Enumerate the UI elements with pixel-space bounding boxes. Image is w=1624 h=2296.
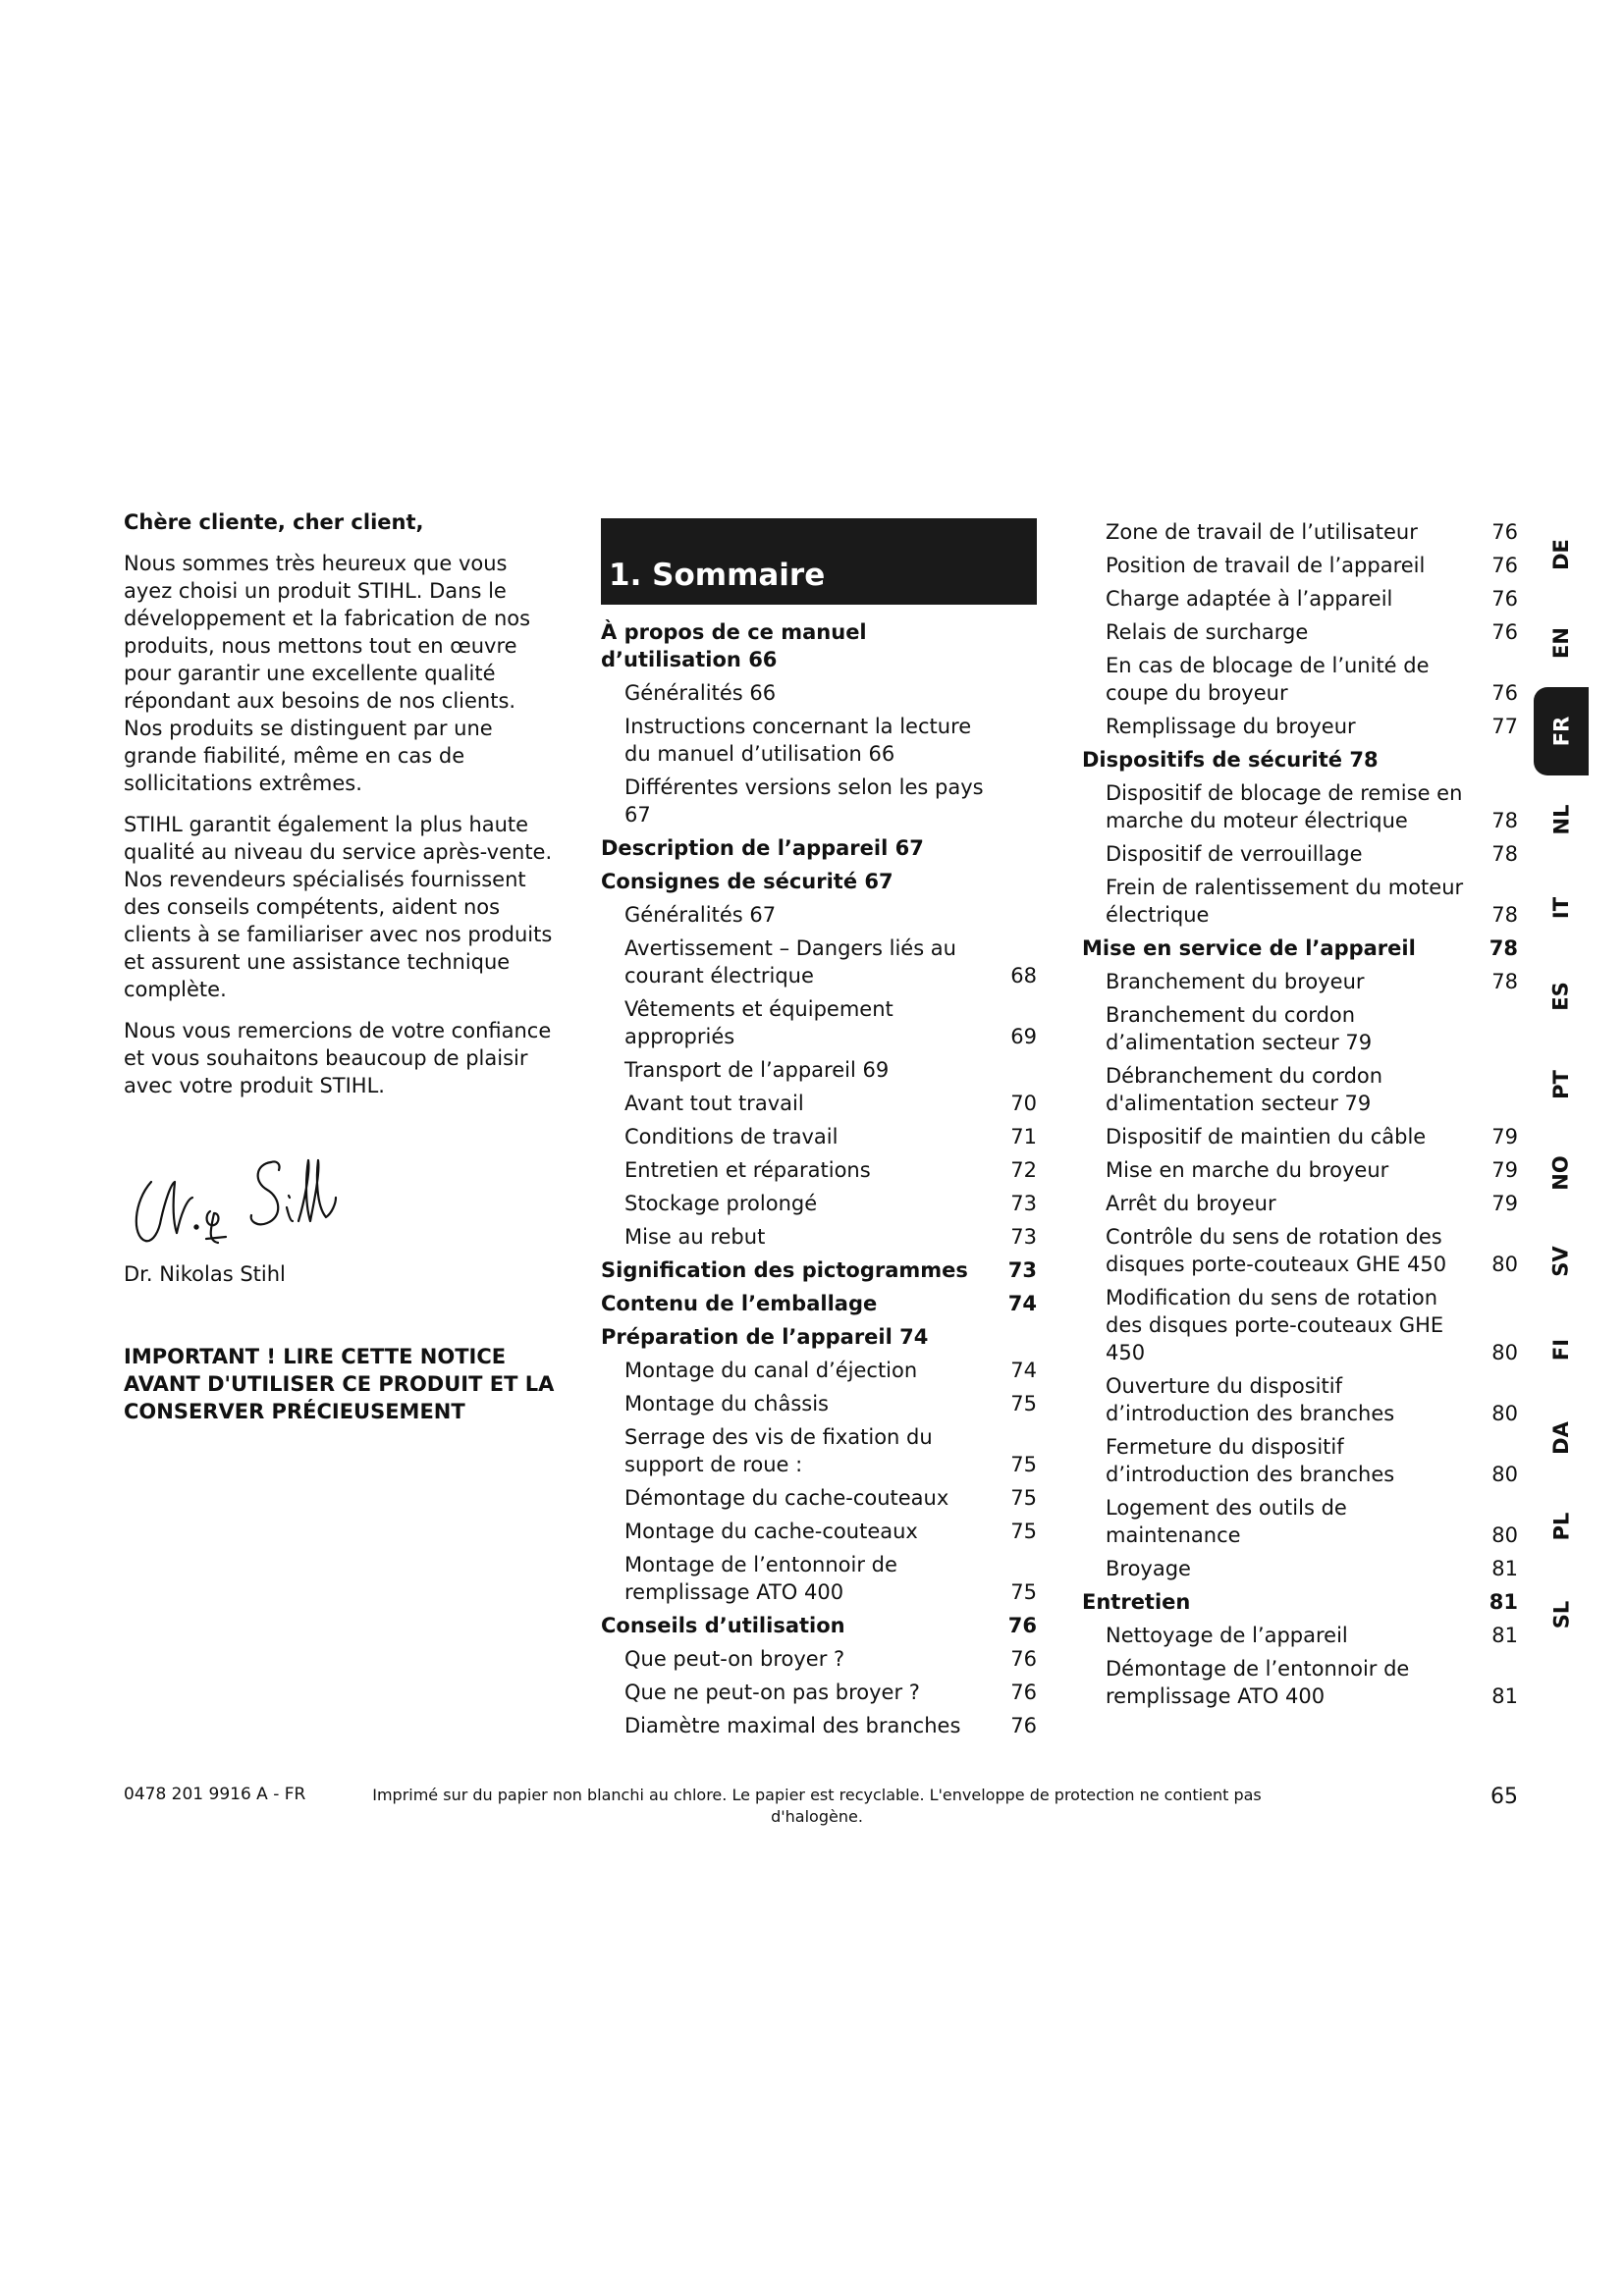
toc-sub-entry [601,1123,1037,1150]
toc-list-1 [601,618,1037,1739]
toc-column-2 [1082,518,1518,1710]
toc-entry-title: Entretien [1082,1590,1191,1614]
toc-entry-title: Mise en service de l’appareil [1082,936,1416,960]
toc-entry-page: 80 [1491,1463,1518,1486]
language-tab-da [1534,1394,1589,1482]
toc-entry-title: Modification du sens de rotation des disques porte-couteaux GHE 450 [1106,1286,1444,1364]
language-tab-label: SL [1548,1600,1573,1629]
toc-entry-title: Position de travail de l’appareil [1106,554,1426,577]
intro-column [124,508,556,1425]
toc-entry-title: Contrôle du sens de rotation des disques porte-couteaux GHE 450 [1106,1225,1447,1276]
toc-entry-title: Instructions concernant la lecture du manuel d’utilisation 66 [624,715,972,766]
toc-sub-entry [601,713,1037,768]
toc-heading-text: 1. Sommaire [609,558,826,593]
toc-entry-page: 76 [1491,520,1518,544]
toc-entry-title: Vêtements et équipement appropriés [624,997,893,1048]
language-tab-label: FR [1548,716,1573,747]
language-tab-label: PL [1549,1512,1573,1541]
toc-entry-page: 75 [1010,1486,1037,1510]
toc-entry-page: 72 [1010,1158,1037,1182]
toc-entry-title: Montage du canal d’éjection [624,1359,918,1382]
toc-entry-title: Fermeture du dispositif d’introduction des branches [1106,1435,1395,1486]
language-tab-label: DE [1549,539,1573,570]
toc-sub-entry [601,1518,1037,1545]
toc-entry-page: 80 [1491,1341,1518,1364]
toc-entry-page: 71 [1010,1125,1037,1148]
greeting: Chère cliente, cher client, [124,510,424,534]
toc-entry-title: Frein de ralentissement du moteur électrique [1106,876,1464,927]
toc-entry-page: 70 [1010,1092,1037,1115]
toc-entry-title: Relais de surcharge [1106,620,1309,644]
important-notice: IMPORTANT ! LIRE CETTE NOTICE AVANT D'UTILISER CE PRODUIT ET LA CONSERVER PRÉCIEUSEMENT [124,1345,555,1423]
toc-sub-entry [1082,1433,1518,1488]
toc-column-1 [601,518,1037,1739]
toc-sub-entry [601,1712,1037,1739]
toc-entry-title: Que ne peut-on pas broyer ? [624,1681,920,1704]
toc-entry-page: 76 [1007,1614,1037,1637]
intro-paragraph: STIHL garantit également la plus haute qualité au niveau du service après-vente. Nos revendeurs spécialisés fournissent des conseils compétents, aident nos clients à se familiariser avec nos produits et assurent une assistance technique complète. [124,813,553,1001]
language-tab-fi [1534,1306,1589,1394]
language-tab-label: PT [1549,1070,1573,1099]
toc-section-entry [1082,1588,1518,1616]
toc-entry-page: 75 [1010,1392,1037,1415]
toc-entry-title: Transport de l’appareil 69 [624,1058,890,1082]
toc-entry-title: Différentes versions selon les pays 67 [624,775,984,827]
toc-entry-title: Dispositif de blocage de remise en marche du moteur électrique [1106,781,1463,832]
toc-section-entry [601,834,1037,862]
toc-section-entry [601,1612,1037,1639]
toc-sub-entry [601,1390,1037,1417]
toc-entry-page: 77 [1491,715,1518,738]
toc-entry-page: 80 [1491,1523,1518,1547]
language-tab-nl [1534,775,1589,864]
toc-sub-entry [1082,1372,1518,1427]
toc-entry-title: Mise au rebut [624,1225,766,1249]
toc-entry-title: Mise en marche du broyeur [1106,1158,1389,1182]
toc-sub-entry [1082,1156,1518,1184]
toc-entry-page: 78 [1491,809,1518,832]
toc-sub-entry [1082,1190,1518,1217]
language-tab-en [1534,599,1589,687]
toc-entry-title: Montage de l’entonnoir de remplissage ATO 400 [624,1553,897,1604]
toc-sub-entry [1082,652,1518,707]
toc-entry-title: Branchement du cordon d’alimentation secteur 79 [1106,1003,1373,1054]
toc-entry-page: 73 [1010,1192,1037,1215]
document-code: 0478 201 9916 A - FR [124,1785,306,1804]
toc-sub-entry [601,934,1037,989]
toc-sub-entry [1082,713,1518,740]
language-tab-de [1534,510,1589,599]
toc-sub-entry [601,901,1037,929]
toc-entry-page: 76 [1010,1647,1037,1671]
toc-entry-page: 78 [1491,970,1518,993]
toc-sub-entry [1082,968,1518,995]
toc-sub-entry [601,679,1037,707]
toc-entry-page: 76 [1010,1714,1037,1737]
toc-entry-page: 78 [1489,936,1518,960]
paper-note: Imprimé sur du papier non blanchi au chlore. Le papier est recyclable. L'enveloppe de protection ne contient pas d'halogène. [372,1786,1262,1826]
toc-sub-entry [1082,1001,1518,1056]
toc-entry-page: 74 [1007,1292,1037,1315]
toc-sub-entry [601,1423,1037,1478]
toc-entry-title: Entretien et réparations [624,1158,871,1182]
toc-sub-entry [601,1551,1037,1606]
toc-entry-title: Montage du châssis [624,1392,830,1415]
toc-entry-page: 74 [1010,1359,1037,1382]
toc-sub-entry [1082,585,1518,613]
toc-section-entry [601,868,1037,895]
toc-entry-title: Démontage de l’entonnoir de remplissage ATO 400 [1106,1657,1410,1708]
toc-entry-title: Dispositifs de sécurité 78 [1082,748,1379,772]
toc-sub-entry [1082,1123,1518,1150]
language-tab-label: NO [1549,1155,1573,1191]
toc-entry-title: Remplissage du broyeur [1106,715,1356,738]
toc-sub-entry [601,1484,1037,1512]
toc-sub-entry [1082,1223,1518,1278]
toc-entry-page: 76 [1491,587,1518,611]
toc-sub-entry [1082,552,1518,579]
toc-entry-page: 75 [1010,1453,1037,1476]
toc-entry-title: Consignes de sécurité 67 [601,870,893,893]
toc-entry-title: Broyage [1106,1557,1191,1580]
toc-entry-title: Contenu de l’emballage [601,1292,878,1315]
toc-entry-page: 80 [1491,1402,1518,1425]
toc-entry-title: Branchement du broyeur [1106,970,1365,993]
toc-entry-page: 76 [1491,620,1518,644]
toc-entry-page: 81 [1489,1590,1518,1614]
toc-entry-page: 79 [1491,1158,1518,1182]
toc-entry-title: Que peut-on broyer ? [624,1647,845,1671]
toc-heading [601,518,1037,605]
toc-entry-title: Logement des outils de maintenance [1106,1496,1347,1547]
toc-sub-entry [601,774,1037,828]
toc-entry-title: Généralités 66 [624,681,777,705]
toc-sub-entry [601,1679,1037,1706]
toc-entry-page: 78 [1491,903,1518,927]
toc-section-entry [601,1256,1037,1284]
toc-sub-entry [1082,779,1518,834]
toc-entry-title: Montage du cache-couteaux [624,1520,918,1543]
toc-entry-title: Charge adaptée à l’appareil [1106,587,1393,611]
handwritten-signature [124,1143,359,1251]
toc-entry-page: 79 [1491,1192,1518,1215]
toc-entry-title: Dispositif de verrouillage [1106,842,1363,866]
language-tab-es [1534,952,1589,1041]
toc-entry-title: Préparation de l’appareil 74 [601,1325,929,1349]
language-tab-no [1534,1129,1589,1217]
language-tab-pl [1534,1482,1589,1571]
toc-entry-page: 69 [1010,1025,1037,1048]
toc-sub-entry [1082,618,1518,646]
language-tabs [1534,510,1589,1659]
toc-sub-entry [1082,1494,1518,1549]
toc-list-2 [1082,518,1518,1710]
toc-entry-title: Généralités 67 [624,903,777,927]
toc-sub-entry [1082,874,1518,929]
toc-sub-entry [1082,1284,1518,1366]
toc-entry-title: Avertissement – Dangers liés au courant électrique [624,936,956,988]
signer-name: Dr. Nikolas Stihl [124,1262,286,1286]
toc-entry-title: À propos de ce manuel d’utilisation 66 [601,620,867,671]
toc-section-entry [1082,934,1518,962]
toc-sub-entry [601,1190,1037,1217]
toc-sub-entry [1082,1655,1518,1710]
toc-sub-entry [601,1156,1037,1184]
toc-sub-entry [601,995,1037,1050]
toc-entry-title: Serrage des vis de fixation du support de roue : [624,1425,933,1476]
language-tab-pt [1534,1041,1589,1129]
toc-sub-entry [601,1357,1037,1384]
toc-entry-page: 78 [1491,842,1518,866]
toc-sub-entry [601,1090,1037,1117]
toc-entry-page: 81 [1491,1684,1518,1708]
toc-entry-page: 75 [1010,1520,1037,1543]
toc-entry-title: En cas de blocage de l’unité de coupe du broyeur [1106,654,1430,705]
toc-entry-title: Nettoyage de l’appareil [1106,1624,1348,1647]
toc-entry-page: 76 [1491,681,1518,705]
toc-entry-title: Arrêt du broyeur [1106,1192,1276,1215]
toc-entry-page: 75 [1010,1580,1037,1604]
toc-section-entry [601,618,1037,673]
toc-entry-page: 73 [1010,1225,1037,1249]
language-tab-label: NL [1549,804,1573,835]
toc-entry-title: Description de l’appareil 67 [601,836,924,860]
toc-sub-entry [1082,1062,1518,1117]
toc-sub-entry [1082,1622,1518,1649]
toc-entry-title: Signification des pictogrammes [601,1258,968,1282]
toc-entry-page: 81 [1491,1624,1518,1647]
toc-entry-title: Dispositif de maintien du câble [1106,1125,1427,1148]
language-tab-label: DA [1549,1421,1573,1455]
language-tab-label: FI [1548,1338,1573,1362]
toc-entry-title: Débranchement du cordon d'alimentation secteur 79 [1106,1064,1383,1115]
toc-entry-title: Démontage du cache-couteaux [624,1486,949,1510]
toc-sub-entry [1082,1555,1518,1582]
language-tab-fr [1534,687,1589,775]
toc-section-entry [1082,746,1518,774]
toc-entry-page: 76 [1010,1681,1037,1704]
language-tab-label: EN [1548,627,1573,659]
toc-entry-page: 81 [1491,1557,1518,1580]
toc-section-entry [601,1290,1037,1317]
intro-paragraph: Nous sommes très heureux que vous ayez choisi un produit STIHL. Dans le développement et la fabrication de nos produits, nous mettons tout en œuvre pour garantir une excellente qualité répondant aux besoins de nos clients. Nos produits se distinguent par une grande fiabilité, même en cas de sollicitations extrêmes. [124,552,531,795]
toc-entry-title: Conseils d’utilisation [601,1614,845,1637]
language-tab-label: IT [1548,896,1573,920]
toc-sub-entry [601,1056,1037,1084]
toc-entry-title: Conditions de travail [624,1125,839,1148]
language-tab-label: ES [1548,982,1573,1011]
toc-sub-entry [1082,518,1518,546]
language-tab-it [1534,864,1589,952]
language-tab-label: SV [1548,1246,1573,1277]
toc-section-entry [601,1323,1037,1351]
language-tab-sl [1534,1571,1589,1659]
toc-entry-page: 68 [1010,964,1037,988]
page-number: 65 [1490,1785,1518,1809]
toc-entry-page: 76 [1491,554,1518,577]
language-tab-sv [1534,1217,1589,1306]
toc-sub-entry [601,1223,1037,1251]
toc-entry-page: 73 [1007,1258,1037,1282]
toc-sub-entry [601,1645,1037,1673]
toc-entry-title: Avant tout travail [624,1092,804,1115]
toc-entry-title: Zone de travail de l’utilisateur [1106,520,1418,544]
toc-entry-title: Stockage prolongé [624,1192,818,1215]
toc-sub-entry [1082,840,1518,868]
toc-entry-title: Diamètre maximal des branches [624,1714,961,1737]
toc-entry-title: Ouverture du dispositif d’introduction des branches [1106,1374,1395,1425]
toc-entry-page: 79 [1491,1125,1518,1148]
toc-entry-page: 80 [1491,1253,1518,1276]
intro-paragraph: Nous vous remercions de votre confiance et vous souhaitons beaucoup de plaisir avec votre produit STIHL. [124,1019,552,1097]
